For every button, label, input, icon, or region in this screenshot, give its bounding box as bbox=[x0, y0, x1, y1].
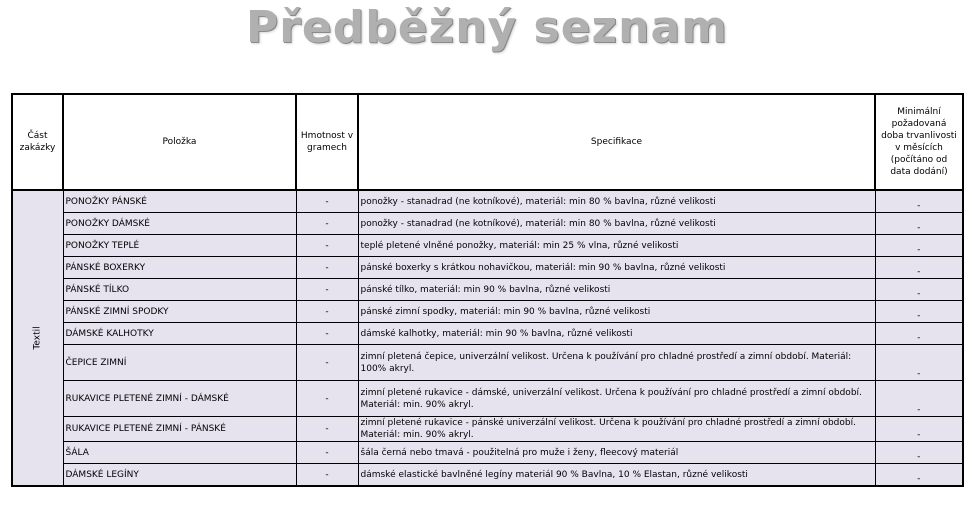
table-row bbox=[12, 213, 963, 235]
duration-cell: - bbox=[875, 417, 963, 442]
weight-cell: - bbox=[296, 257, 358, 279]
weight-cell: - bbox=[296, 381, 358, 417]
weight-cell: - bbox=[296, 323, 358, 345]
table-row bbox=[12, 301, 963, 323]
page-title: Předběžný seznam bbox=[245, 2, 729, 53]
spec-cell: zimní pletené rukavice - dámské, univerzální velikost. Určena k používání pro chladné prostředí a zimní období. Materiál: min. 90% akryl. bbox=[358, 381, 875, 417]
table-row bbox=[12, 381, 963, 417]
item-cell: RUKAVICE PLETENÉ ZIMNÍ - PÁNSKÉ bbox=[63, 417, 296, 442]
item-cell: DÁMSKÉ LEGÍNY bbox=[63, 464, 296, 487]
table-header-row bbox=[12, 94, 963, 190]
duration-cell: - bbox=[875, 323, 963, 345]
item-cell: RUKAVICE PLETENÉ ZIMNÍ - DÁMSKÉ bbox=[63, 381, 296, 417]
weight-cell: - bbox=[296, 279, 358, 301]
header-specification: Specifikace bbox=[358, 94, 875, 190]
item-cell: PONOŽKY DÁMSKÉ bbox=[63, 213, 296, 235]
table-row bbox=[12, 190, 963, 213]
duration-cell: - bbox=[875, 190, 963, 213]
weight-cell: - bbox=[296, 442, 358, 464]
item-cell: ŠÁLA bbox=[63, 442, 296, 464]
table-row bbox=[12, 323, 963, 345]
header-part: Část zakázky bbox=[12, 94, 63, 190]
spec-cell: šála černá nebo tmavá - použitelná pro muže i ženy, fleecový materiál bbox=[358, 442, 875, 464]
duration-cell: - bbox=[875, 464, 963, 487]
item-cell: PONOŽKY TEPLÉ bbox=[63, 235, 296, 257]
table-row bbox=[12, 417, 963, 442]
duration-cell: - bbox=[875, 235, 963, 257]
spec-cell: ponožky - stanadrad (ne kotníkové), materiál: min 80 % bavlna, různé velikosti bbox=[358, 213, 875, 235]
header-weight: Hmotnost v gramech bbox=[296, 94, 358, 190]
header-duration: Minimální požadovaná doba trvanlivosti v měsících (počítáno od data dodání) bbox=[875, 94, 963, 190]
item-cell: DÁMSKÉ KALHOTKY bbox=[63, 323, 296, 345]
spec-cell: dámské kalhotky, materiál: min 90 % bavlna, různé velikosti bbox=[358, 323, 875, 345]
duration-cell: - bbox=[875, 213, 963, 235]
spec-cell: dámské elastické bavlněné legíny materiál 90 % Bavlna, 10 % Elastan, různé velikosti bbox=[358, 464, 875, 487]
table-row bbox=[12, 257, 963, 279]
duration-cell: - bbox=[875, 442, 963, 464]
item-cell: PONOŽKY PÁNSKÉ bbox=[63, 190, 296, 213]
part-label: Textil bbox=[32, 326, 43, 350]
duration-cell: - bbox=[875, 279, 963, 301]
duration-cell: - bbox=[875, 345, 963, 381]
weight-cell: - bbox=[296, 345, 358, 381]
weight-cell: - bbox=[296, 190, 358, 213]
table-row bbox=[12, 279, 963, 301]
table-row bbox=[12, 235, 963, 257]
spec-cell: pánské boxerky s krátkou nohavičkou, materiál: min 90 % bavlna, různé velikosti bbox=[358, 257, 875, 279]
weight-cell: - bbox=[296, 301, 358, 323]
spec-cell: teplé pletené vlněné ponožky, materiál: min 25 % vlna, různé velikosti bbox=[358, 235, 875, 257]
spec-cell: ponožky - stanadrad (ne kotníkové), materiál: min 80 % bavlna, různé velikosti bbox=[358, 190, 875, 213]
spec-cell: zimní pletené rukavice - pánské univerzální velikost. Určena k používání pro chladné prostředí a zimní období. Materiál: min. 90% akryl. bbox=[358, 417, 875, 442]
spec-cell: zimní pletená čepice, univerzální velikost. Určena k používání pro chladné prostředí a zimní období. Materiál: 100% akryl. bbox=[358, 345, 875, 381]
duration-cell: - bbox=[875, 301, 963, 323]
table-row bbox=[12, 442, 963, 464]
item-cell: ČEPICE ZIMNÍ bbox=[63, 345, 296, 381]
weight-cell: - bbox=[296, 464, 358, 487]
header-item: Položka bbox=[63, 94, 296, 190]
spec-cell: pánské zimní spodky, materiál: min 90 % bavlna, různé velikosti bbox=[358, 301, 875, 323]
item-cell: PÁNSKÉ TÍLKO bbox=[63, 279, 296, 301]
duration-cell: - bbox=[875, 381, 963, 417]
spec-cell: pánské tílko, materiál: min 90 % bavlna, různé velikosti bbox=[358, 279, 875, 301]
weight-cell: - bbox=[296, 213, 358, 235]
duration-cell: - bbox=[875, 257, 963, 279]
weight-cell: - bbox=[296, 235, 358, 257]
item-cell: PÁNSKÉ BOXERKY bbox=[63, 257, 296, 279]
item-list-table bbox=[11, 93, 964, 487]
table-row bbox=[12, 464, 963, 487]
weight-cell: - bbox=[296, 417, 358, 442]
item-cell: PÁNSKÉ ZIMNÍ SPODKY bbox=[63, 301, 296, 323]
table-row bbox=[12, 345, 963, 381]
part-cell bbox=[12, 190, 63, 486]
